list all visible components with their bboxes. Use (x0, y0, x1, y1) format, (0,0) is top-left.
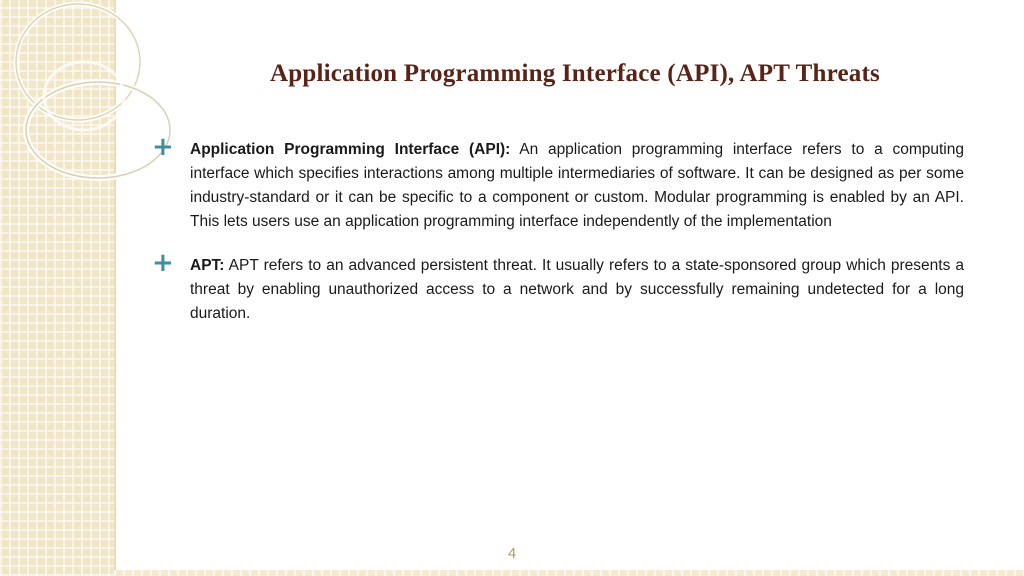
bullet-item-apt (150, 248, 964, 326)
page-number: 4 (507, 545, 517, 562)
slide-title: Application Programming Interface (API), APT Threats (270, 60, 880, 87)
bullet-body: APT refers to an advanced persistent threat. It usually refers to a state-sponsored group which presents a threat by enabling unauthorized access to a network and by successfully remaining undetected for a long duration. (190, 257, 964, 322)
bullet-list (150, 132, 964, 346)
bullet-item-api (150, 132, 964, 234)
bullet-text (190, 254, 964, 326)
decorative-bottom-strip (114, 570, 1024, 576)
bullet-body: An application programming interface refers to a computing interface which specifies interactions among multiple intermediaries of software. It can be designed as per some industry-standard or it can be specific to a component or custom. Modular programming is enabled by an API. This lets users use an application programming interface independently of the implementation (190, 141, 964, 230)
plus-icon: + (152, 132, 174, 162)
plus-icon: + (152, 248, 174, 278)
bullet-term: APT: (190, 257, 225, 274)
bullet-text (190, 138, 964, 234)
bullet-term: Application Programming Interface (API): (190, 141, 511, 158)
